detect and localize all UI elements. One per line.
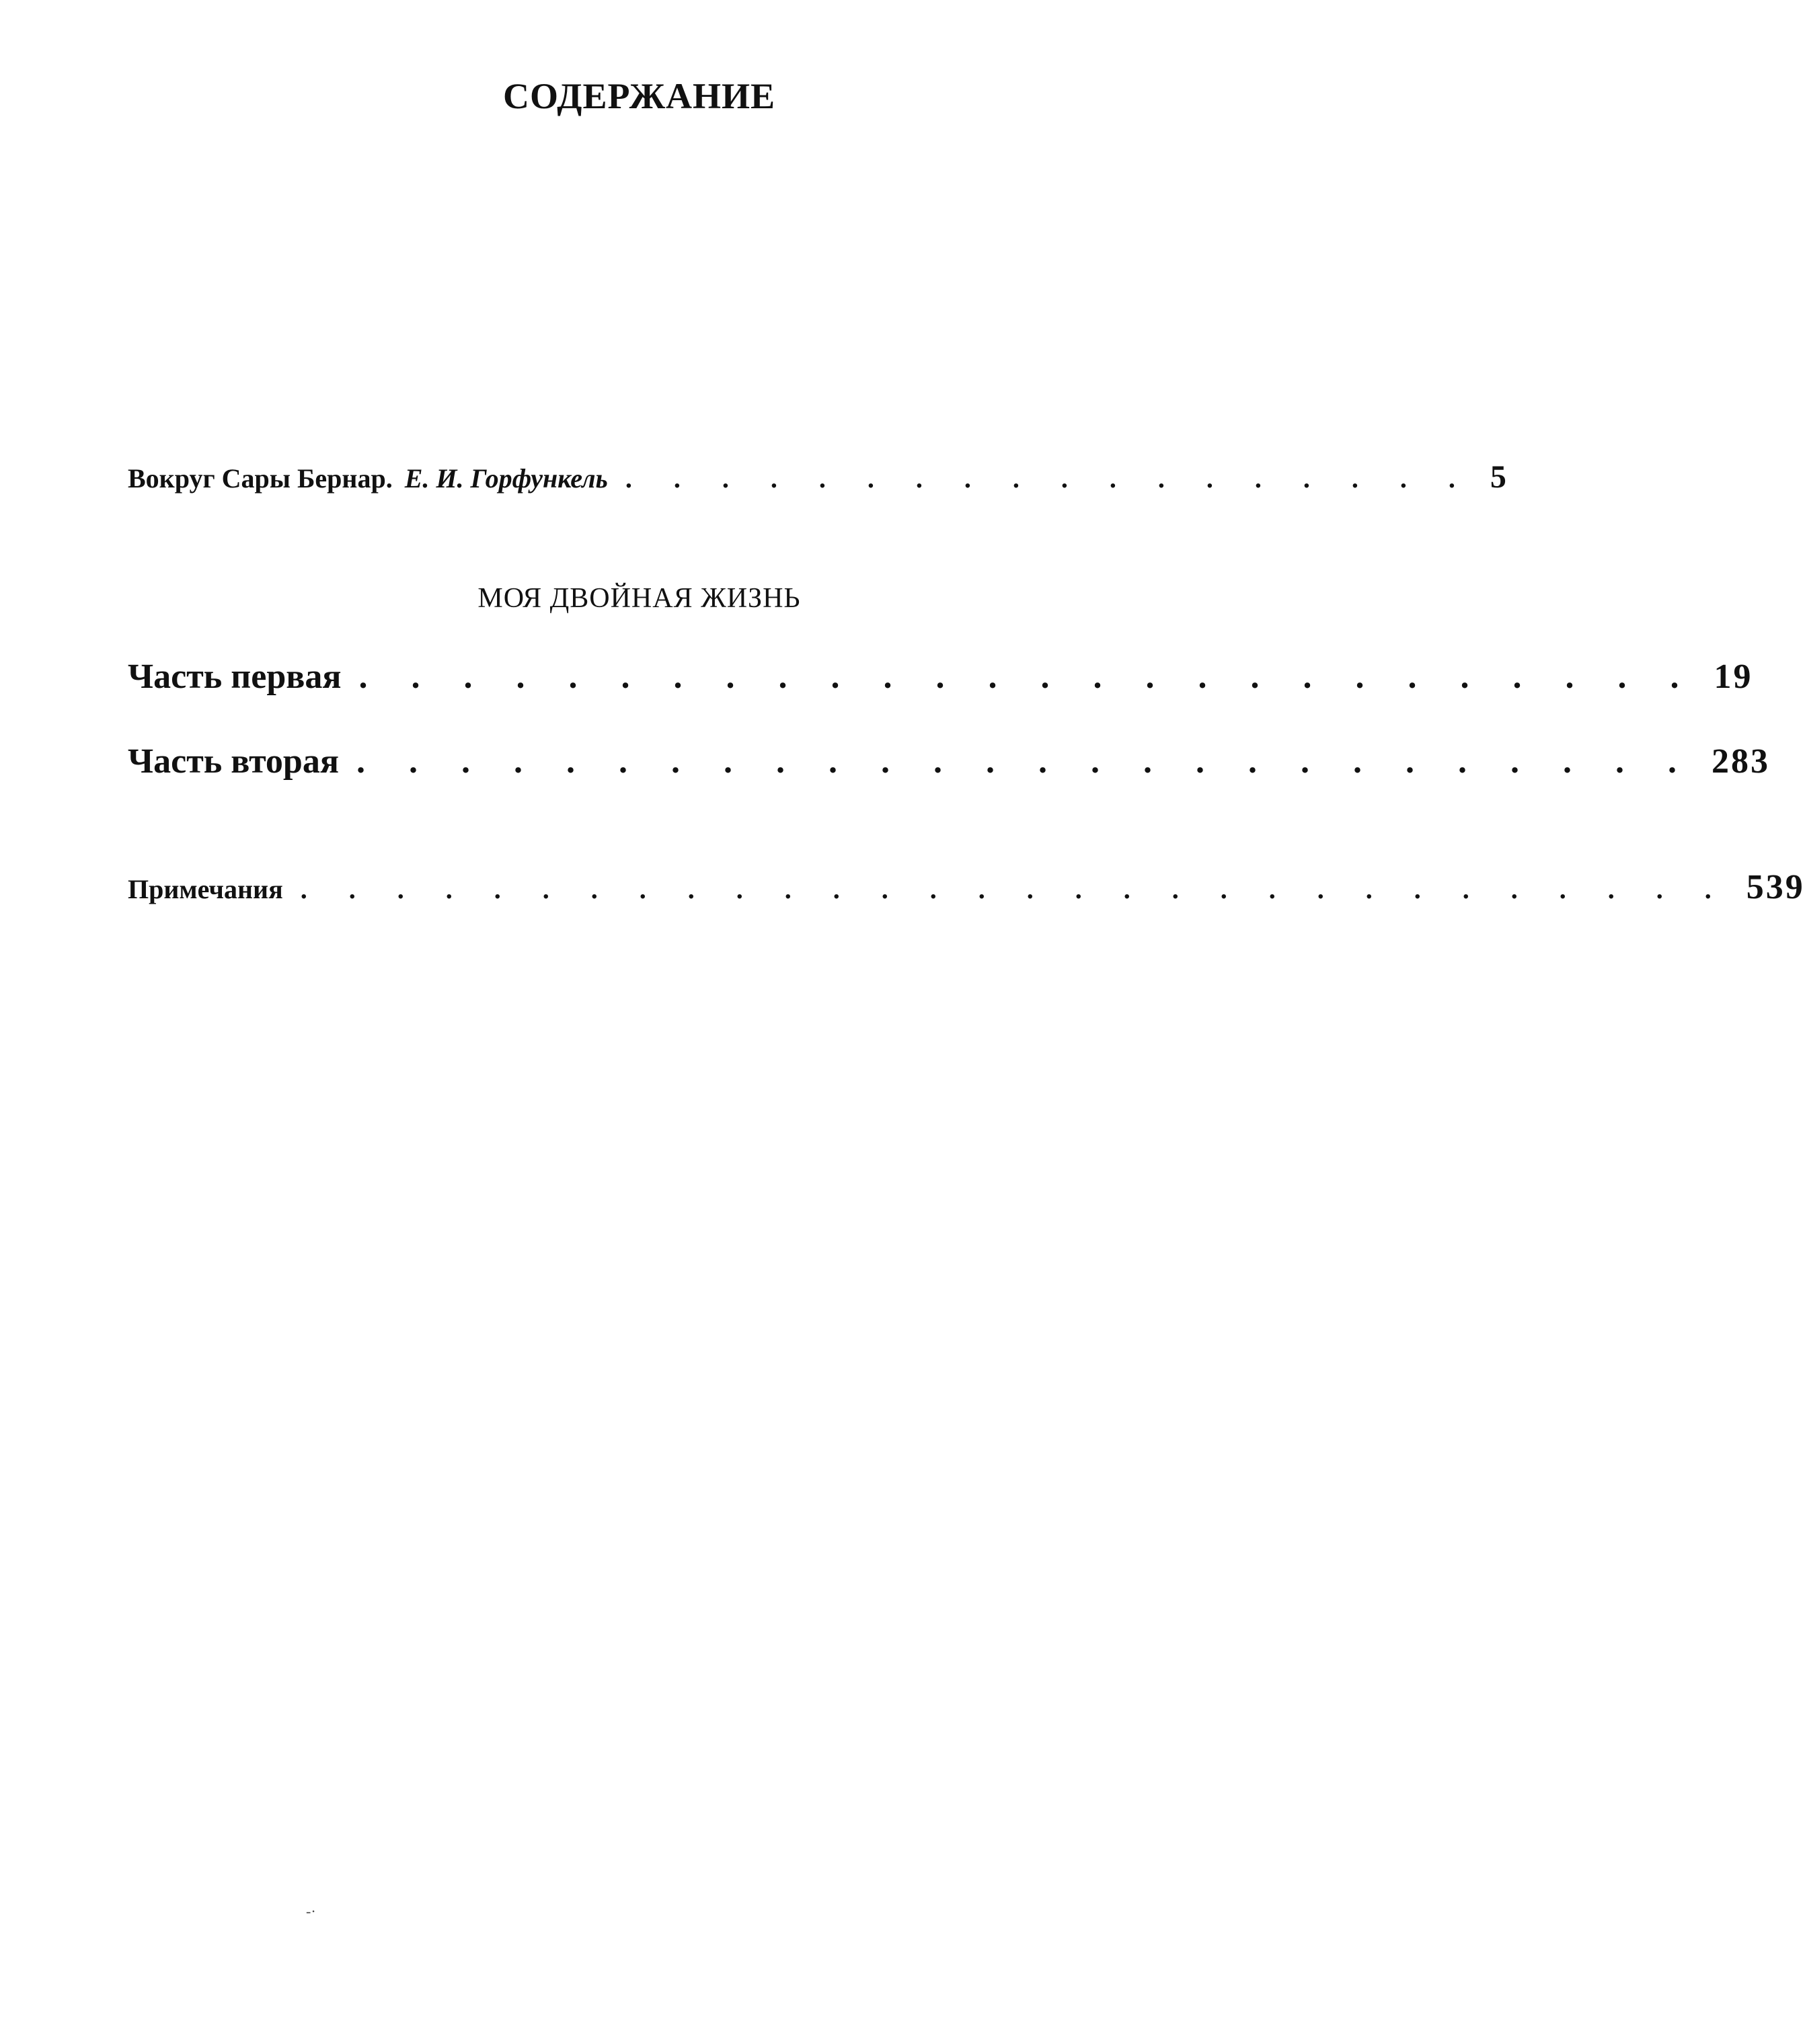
scan-mark: -· xyxy=(306,1903,316,1920)
toc-entry-title: Часть первая xyxy=(128,658,342,696)
toc-entry-label xyxy=(128,463,608,494)
page-number: 5 xyxy=(1490,459,1508,495)
toc-entry-title: Примечания xyxy=(128,874,283,904)
dot-leader: . . . . . . . . . . . . . . . . . . . . . . . . . . xyxy=(358,658,1697,696)
toc-entry-title: Часть вторая xyxy=(128,742,339,781)
page-number: 539 xyxy=(1746,868,1805,906)
dot-leader: . . . . . . . . . . . . . . . . . . . . . . . . . . xyxy=(356,742,1694,781)
page-title: СОДЕРЖАНИЕ xyxy=(503,76,775,116)
dot-leader: . . . . . . . . . . . . . . . . . . . . . . . . . . . . . . xyxy=(300,874,1729,904)
toc-entry-part1[interactable] xyxy=(128,657,1753,697)
toc-entry-intro[interactable] xyxy=(128,459,1508,496)
page-number: 283 xyxy=(1711,742,1770,781)
toc-entry-notes[interactable] xyxy=(128,867,1805,907)
page-number: 19 xyxy=(1714,658,1753,696)
dot-leader: . . . . . . . . . . . . . . . . . . xyxy=(625,463,1473,494)
section-heading: МОЯ ДВОЙНАЯ ЖИЗНЬ xyxy=(477,583,801,614)
toc-entry-title: Вокруг Сары Бернар. xyxy=(128,463,393,494)
toc-entry-part2[interactable] xyxy=(128,742,1770,781)
toc-entry-author: Е. И. Горфункель xyxy=(404,463,608,494)
